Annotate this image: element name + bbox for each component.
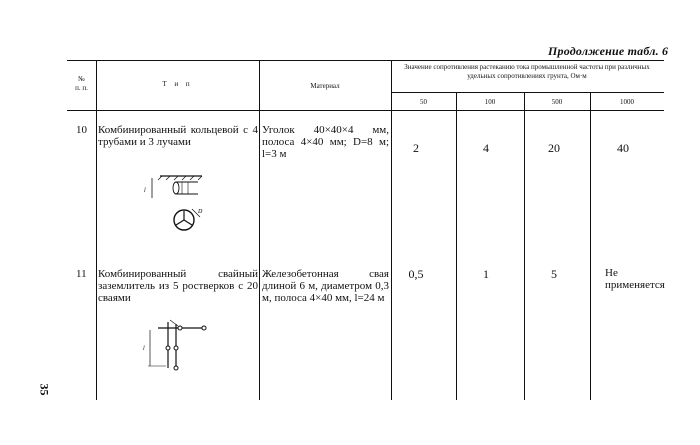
row-10-value-500: 20 bbox=[548, 141, 560, 155]
header-resistance: Значение сопротивления растеканию тока промышленной частоты при различных удельных сопротивлениях грунта, Ом·м bbox=[404, 63, 650, 80]
header-num bbox=[67, 75, 96, 93]
col-divider-6 bbox=[590, 92, 591, 400]
row-10-type: Комбинированный кольцевой с 4 трубами и 3 лучами bbox=[98, 124, 258, 148]
page-number: 35 bbox=[37, 383, 52, 396]
col-divider-3 bbox=[391, 60, 392, 400]
col-divider-2 bbox=[259, 60, 260, 400]
col-divider-1 bbox=[96, 60, 97, 400]
row-10-value-50: 2 bbox=[413, 141, 419, 155]
svg-text:l: l bbox=[143, 346, 145, 352]
header-bottom-border bbox=[67, 110, 664, 111]
pile-earthing-diagram bbox=[140, 316, 220, 376]
svg-text:D: D bbox=[198, 209, 203, 215]
row-11-type: Комбинированный свайный заземлитель из 5 ростверков с 20 сваями bbox=[98, 268, 258, 304]
col-divider-5 bbox=[524, 92, 525, 400]
row-11-value-1000: Не применяется bbox=[605, 267, 665, 291]
svg-text:l: l bbox=[144, 188, 146, 194]
row-11-num: 11 bbox=[76, 268, 87, 280]
row-10-value-1000: 40 bbox=[617, 141, 629, 155]
row-11-value-500: 5 bbox=[551, 267, 557, 281]
row-11-value-100: 1 bbox=[483, 267, 489, 281]
header-col-50: 50 bbox=[420, 98, 427, 106]
header-type: Т и п bbox=[162, 80, 193, 88]
table-top-border bbox=[67, 60, 664, 61]
header-col-1000: 1000 bbox=[620, 98, 634, 106]
col-divider-4 bbox=[456, 92, 457, 400]
header-material: Материал bbox=[310, 82, 340, 90]
header-col-100: 100 bbox=[484, 98, 496, 106]
row-10-value-100: 4 bbox=[483, 141, 489, 155]
row-10-num: 10 bbox=[76, 124, 87, 136]
row-10-material: Уголок 40×40×4 мм, полоса 4×40 мм; D=8 м; l=3 м bbox=[262, 124, 389, 160]
row-11-material: Железобетонная свая длиной 6 м, диаметром 0,3 м, полоса 4×40 мм, l=24 м bbox=[262, 268, 389, 304]
resistance-header-divider bbox=[391, 92, 664, 93]
header-col-500: 500 bbox=[551, 98, 563, 106]
table-caption: Продолжение табл. 6 bbox=[548, 44, 669, 58]
row-11-value-50: 0,5 bbox=[408, 267, 424, 281]
ring-earthing-diagram bbox=[140, 168, 210, 248]
header-num-sub: п. п. bbox=[75, 84, 88, 92]
header-num-symbol: № bbox=[78, 75, 85, 83]
